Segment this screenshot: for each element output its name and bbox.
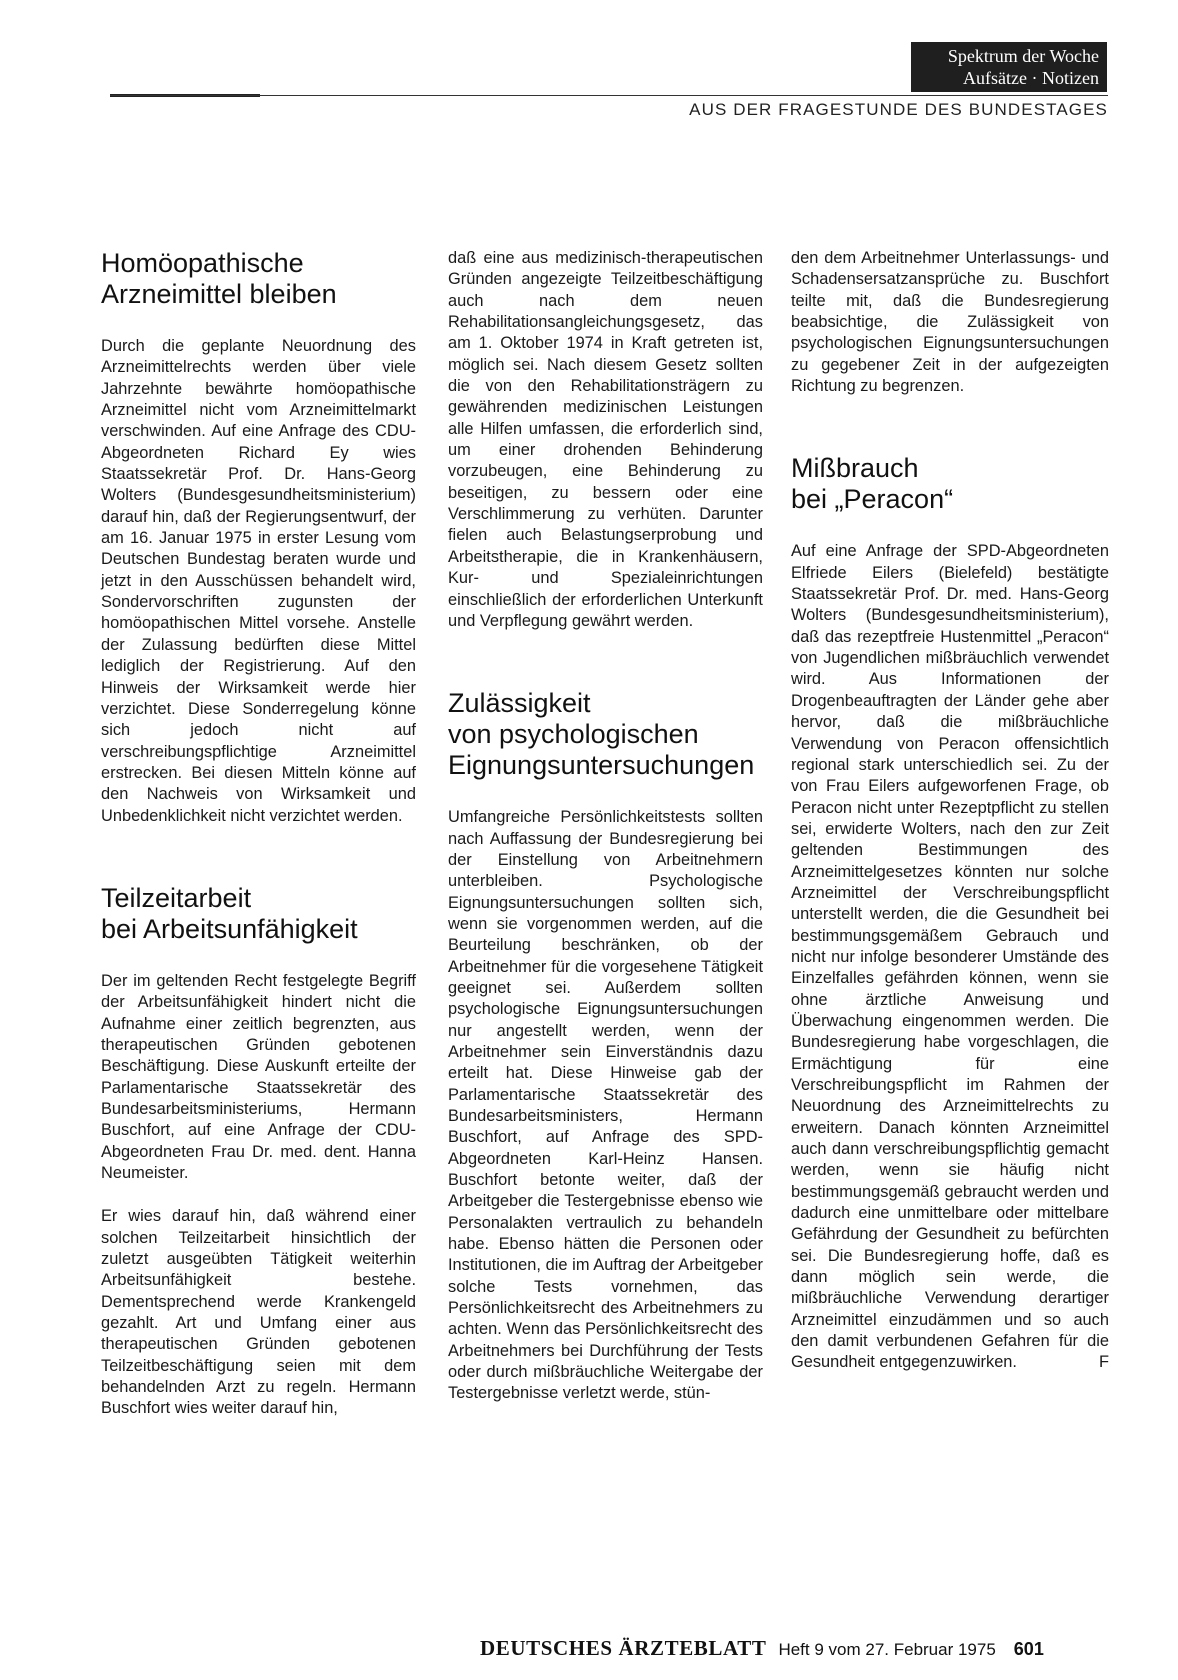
article1-title-line1: Homöopathische bbox=[101, 248, 304, 278]
article4-title-line1: Mißbrauch bbox=[791, 453, 919, 484]
article4-title-line2: bei „Peracon“ bbox=[791, 484, 954, 515]
article3-title-line1: Zulässigkeit bbox=[448, 688, 591, 719]
section-label bbox=[911, 42, 1107, 92]
section-label-line2: Aufsätze · Notizen bbox=[963, 68, 1099, 88]
article1-body: Durch die geplante Neuordnung des Arzneimittelrechts werden über viele Jahrzehnte bewährte homöopathische Arzneimittel nicht vom Arzneimittelmarkt verschwinden. Auf eine Anfrage des CDU-Abgeordneten Richard Ey wies Staatssekretär Prof. Dr. Hans-Georg Wolters (Bundesgesundheitsministerium) darauf hin, daß der Regierungsentwurf, der am 16. Januar 1975 in erster Lesung vom Deutschen Bundestag beraten wurde und jetzt in den Ausschüssen behandelt wird, Sondervorschriften zugunsten der homöopathischen Mittel vorsehe. Anstelle der Zulassung bedürften diese Mittel lediglich der Registrierung. Auf den Hinweis der Wirksamkeit werde hier verzichtet. Diese Sonderregelung könne sich jedoch nicht auf verschreibungspflichtige Arzneimittel erstrecken. Bei diesen Mitteln könne auf den Nachweis von Wirksamkeit und Unbedenklichkeit nicht verzichtet werden. bbox=[101, 337, 416, 825]
column-3 bbox=[791, 248, 1109, 1374]
journal-name: DEUTSCHES ÄRZTEBLATT bbox=[480, 1636, 767, 1660]
page-number: 601 bbox=[1013, 1639, 1044, 1659]
column-1 bbox=[101, 248, 416, 1420]
article3-para1: Umfangreiche Persönlichkeitstests sollten nach Auffassung der Bundesregierung bei der Einstellung von Arbeitnehmern unterbleiben. Psychologische Eignungsuntersuchungen sollten sich, wenn sie vorgenommen werden, auf die Beurteilung beschränken, ob der Arbeitnehmer für die vorgesehene Tätigkeit geeignet sei. Außerdem sollten psychologische Eignungsuntersuchungen nur angestellt werden, wenn der Arbeitnehmer sein Einverständnis dazu erteilt hat. Diese Hinweise gab der Parlamentarische Staatssekretär des Bundesarbeitsministers, Hermann Buschfort, auf Anfrage des SPD-Abgeordneten Karl-Heinz Hansen. Buschfort betonte weiter, daß der Arbeitgeber die Testergebnisse ebenso wie Personalakten vertraulich zu behandeln habe. Ebenso hätten die Personen oder Institutionen, die im Auftrag der Arbeitgeber solche Tests vornehmen, das Persönlichkeitsrecht des Arbeitnehmers zu achten. Wenn das Persönlichkeitsrecht des Arbeitnehmers bei Durchführung der Tests oder durch mißbräuchliche Weitergabe der Testergebnisse verletzt werde, stün- bbox=[448, 808, 763, 1403]
article2-para1: Der im geltenden Recht festgelegte Begriff der Arbeitsunfähigkeit hindert nicht die Aufnahme einer zeitlich begrenzten, aus therapeutischen Gründen gebotenen Beschäftigung. Diese Auskunft erteilte der Parlamentarische Staatssekretär des Bundesarbeitsministeriums, Hermann Buschfort, auf eine Anfrage der CDU-Abgeordneten Frau Dr. med. dent. Hanna Neumeister. bbox=[101, 971, 416, 1182]
article3-title-line3: Eignungsuntersuchungen bbox=[448, 750, 755, 781]
article2-title-line2: bei Arbeitsunfähigkeit bbox=[101, 913, 358, 944]
article2-title bbox=[101, 883, 416, 945]
article3-para2: den dem Arbeitnehmer Unterlassungs- und Schadensersatzansprüche zu. Buschfort teilte mit, daß die Bundesregierung beabsichtige, die Zulässigkeit von psychologischen Eignungsuntersuchungen zu gegebener Zeit in der aufgezeigten Richtung zu begrenzen. bbox=[791, 249, 1109, 396]
page-footer bbox=[480, 1636, 1110, 1661]
article4-body-text: Auf eine Anfrage der SPD-Abgeordneten Elfriede Eilers (Bielefeld) bestätigte Staatssekretär Prof. Dr. med. Hans-Georg Wolters (Bundesgesundheitsministerium), daß das rezeptfreie Hustenmittel „Peracon“ von Jugendlichen mißbräuchlich verwendet wird. Aus Informationen der Drogenbeauftragten der Länder gehe aber hervor, daß die mißbräuchliche Verwendung von Peracon offensichtlich regional stark unterschiedlich sei. Zu der von Frau Eilers aufgeworfenen Frage, ob Peracon nicht unter Rezeptpflicht zu stellen sei, erwiderte Wolters, nach den zur Zeit geltenden Bestimmungen des Arzneimittelgesetzes könnten nur solche Arzneimittel der Verschreibungspflicht unterstellt werden, die die Gesundheit bei bestimmungsgemäßem Gebrauch und nicht nur infolge besonderer Umstände des Einzelfalles gefährden können, wenn sie ohne ärztliche Anweisung und Überwachung eingenommen werden. Die Bundesregierung habe vorgeschlagen, die Ermächtigung für eine Verschreibungspflicht im Rahmen der Neuordnung des Arzneimittelrechts zu erweitern. Danach könnten Arzneimittel auch dann verschreibungspflichtig gemacht werden, wenn sie häufig nicht bestimmungsgemäß gebraucht werden und dadurch eine unmittelbare oder mittelbare Gefährdung der Gesundheit zu befürchten sei. Die Bundesregierung hoffe, daß es dann möglich sein werde, die mißbräuchliche Verwendung derartiger Arzneimittel einzudämmen und so auch den damit verbundenen Gefahren für die Gesundheit entgegenzuwirken. bbox=[791, 542, 1109, 1372]
article4-body bbox=[791, 541, 1109, 1373]
article4-signature: F bbox=[1098, 1353, 1109, 1372]
article2-para3: daß eine aus medizinisch-therapeutischen Gründen angezeigte Teilzeitbeschäftigung auch nach dem neuen Rehabilitationsangleichungsgesetz, das am 1. Oktober 1974 in Kraft getreten ist, möglich sei. Nach diesem Gesetz sollten die von den Rehabilitationsträgern zu gewährenden medizinischen Leistungen alle Hilfen umfassen, die erforderlich sind, um einer drohenden Behinderung vorzubeugen, eine Behinderung zu beseitigen, zu bessern oder eine Verschlimmerung zu verhüten. Darunter fielen auch Belastungserprobung und Arbeitstherapie, die in Krankenhäusern, Kur- und Spezialeinrichtungen einschließlich der erforderlichen Unterkunft und Verpflegung gewährt werden. bbox=[448, 249, 763, 630]
column-2 bbox=[448, 248, 763, 1405]
article2-para2: Er wies darauf hin, daß während einer solchen Teilzeitarbeit hinsichtlich der zuletzt ausgeübten Tätigkeit weiterhin Arbeitsunfähigkeit bestehe. Dementsprechend werde Krankengeld gezahlt. Art und Umfang einer aus therapeutischen Gründen gebotenen Teilzeitbeschäftigung seien mit dem behandelnden Arzt zu regeln. Hermann Buschfort wies weiter darauf hin, bbox=[101, 1207, 416, 1418]
header-rule bbox=[110, 95, 1108, 96]
article2-title-line1: Teilzeitarbeit bbox=[101, 882, 252, 913]
article4-title bbox=[791, 453, 1109, 515]
article1-title-line2: Arzneimittel bleiben bbox=[101, 279, 337, 309]
issue-info: Heft 9 vom 27. Februar 1975 bbox=[778, 1640, 996, 1659]
section-header: AUS DER FRAGESTUNDE DES BUNDESTAGES bbox=[689, 100, 1108, 119]
article3-title bbox=[448, 688, 763, 781]
article1-title bbox=[101, 248, 416, 310]
article3-title-line2: von psychologischen bbox=[448, 719, 699, 750]
section-label-line1: Spektrum der Woche bbox=[947, 46, 1099, 66]
